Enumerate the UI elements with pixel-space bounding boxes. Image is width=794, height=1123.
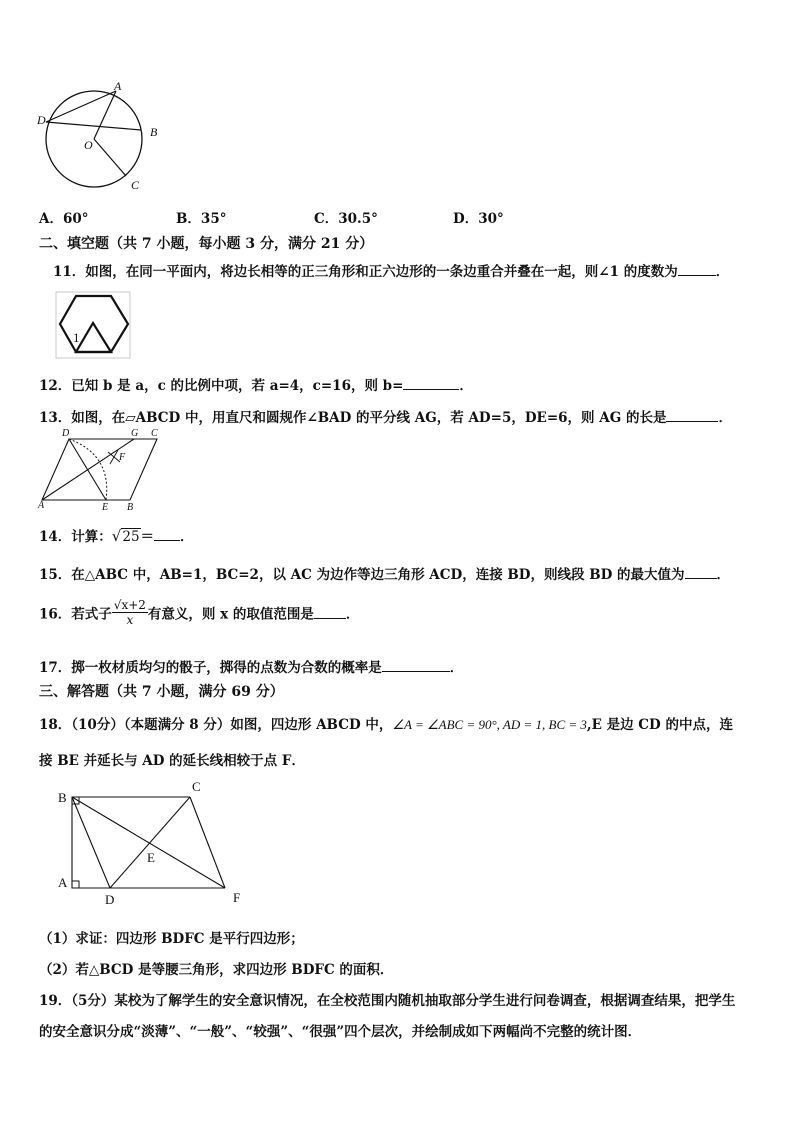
q16-denominator: x bbox=[126, 613, 134, 627]
q18-label-e: E bbox=[147, 850, 155, 865]
sqrt-sign: √ bbox=[111, 527, 122, 545]
q18-label-a: A bbox=[58, 875, 68, 890]
q16-prefix: 16．若式子 bbox=[39, 606, 112, 623]
q18-quadrilateral-figure bbox=[0, 0, 300, 900]
segment-bd bbox=[72, 797, 110, 888]
q16-answer-blank bbox=[314, 606, 346, 619]
q13-label-e: E bbox=[102, 502, 109, 513]
option-text: 30° bbox=[478, 211, 504, 227]
segment-bf bbox=[72, 797, 225, 888]
q18-label-f: F bbox=[233, 890, 241, 905]
section3-title: 三、解答题（共 7 小题，满分 69 分） bbox=[39, 684, 284, 700]
q10-label-b: B bbox=[150, 125, 158, 139]
q13-answer-blank bbox=[666, 409, 718, 422]
q14-eq: ＝ bbox=[140, 529, 155, 545]
q13-label-a: A bbox=[38, 500, 45, 511]
q11-end: ． bbox=[715, 264, 730, 280]
q10-option-c bbox=[314, 207, 378, 227]
q18-condition: ∠A = ∠ABC = 90°, AD = 1, BC = 3 bbox=[392, 717, 587, 732]
q10-option-d bbox=[453, 207, 504, 227]
q13-end: ． bbox=[718, 410, 732, 426]
q14-prefix: 14．计算： bbox=[39, 529, 112, 545]
option-text: 60° bbox=[62, 211, 89, 227]
q19-line1: 19．（5分）某校为了解学生的安全意识情况，在全校范围内随机抽取部分学生进行问卷调查，根据调查结果，把学生 bbox=[39, 993, 736, 1009]
q15-end: ． bbox=[716, 567, 731, 583]
option-key: C． bbox=[314, 211, 339, 227]
option-text: 35° bbox=[200, 211, 227, 227]
q13-label-f: F bbox=[119, 452, 126, 463]
right-angle-mark-a bbox=[72, 881, 79, 888]
q16-suffix: 有意义，则 x 的取值范围是 bbox=[147, 606, 314, 623]
q18-line2: 接 BE 并延长与 AD 的延长线相较于点 F． bbox=[39, 753, 305, 769]
q11-angle-label: 1 bbox=[73, 330, 80, 345]
q13-text: 13．如图，在▱ABCD 中，用直尺和圆规作∠BAD 的平分线 AG，若 AD=5，DE=6，则 AG 的长是 bbox=[39, 410, 667, 426]
q18-label-c: C bbox=[192, 779, 201, 794]
q10-label-c: C bbox=[131, 178, 140, 192]
q10-label-a: A bbox=[114, 79, 122, 93]
q18-part1: （1）求证：四边形 BDFC 是平行四边形； bbox=[39, 931, 304, 947]
q14-radicand: 25 bbox=[122, 529, 140, 545]
section2-title: 二、填空题（共 7 小题，每小题 3 分，满分 21 分） bbox=[39, 236, 374, 252]
option-key: D． bbox=[453, 211, 479, 227]
option-text: 30.5° bbox=[338, 211, 378, 227]
option-key: A． bbox=[39, 211, 63, 227]
option-key: B． bbox=[176, 211, 201, 227]
q17-answer-blank bbox=[382, 659, 450, 672]
q10-label-d: D bbox=[37, 113, 46, 127]
q13-label-d: D bbox=[62, 428, 70, 439]
q17-text: 17．掷一枚材质均匀的骰子，掷得的点数为合数的概率是 bbox=[39, 660, 382, 676]
q16-end: ． bbox=[345, 606, 360, 623]
q13-label-b: B bbox=[127, 502, 134, 513]
segment-cf bbox=[190, 797, 225, 888]
q12-end: ． bbox=[459, 378, 473, 394]
q12-text: 12．已知 b 是 a，c 的比例中项，若 a=4，c=16，则 b= bbox=[39, 378, 404, 394]
q18-line1b: ,E 是边 CD 的中点，连 bbox=[586, 717, 733, 733]
q18-label-d: D bbox=[105, 892, 115, 907]
q18-part2: （2）若△BCD 是等腰三角形，求四边形 BDFC 的面积． bbox=[39, 962, 394, 978]
q13-label-c: C bbox=[151, 428, 158, 439]
q11-answer-blank bbox=[678, 263, 716, 276]
q18-label-b: B bbox=[58, 790, 67, 805]
q12-answer-blank bbox=[403, 377, 459, 390]
q18-line1a: 18．（10分）（本题满分 8 分）如图，四边形 ABCD 中， bbox=[39, 717, 393, 733]
q10-label-o: O bbox=[84, 138, 93, 152]
q15-text: 15．在△ABC 中，AB=1，BC=2，以 AC 为边作等边三角形 ACD，连接 BD，则线段 BD 的最大值为 bbox=[39, 567, 685, 583]
q13-label-g: G bbox=[131, 428, 139, 439]
q16-numerator: √x+2 bbox=[113, 598, 146, 612]
q14-end: ． bbox=[180, 529, 194, 545]
q11-text: 11．如图，在同一平面内，将边长相等的正三角形和正六边形的一条边重合并叠在一起，则∠1 的度数为 bbox=[53, 264, 678, 280]
q15-answer-blank bbox=[685, 566, 717, 579]
q19-line2: 的安全意识分成“淡薄”、“一般”、“较强”、“很强”四个层次，并绘制成如下两幅尚不完整的统计图． bbox=[39, 1024, 642, 1040]
segment-cd bbox=[110, 797, 190, 888]
q17-end: ． bbox=[449, 660, 464, 676]
